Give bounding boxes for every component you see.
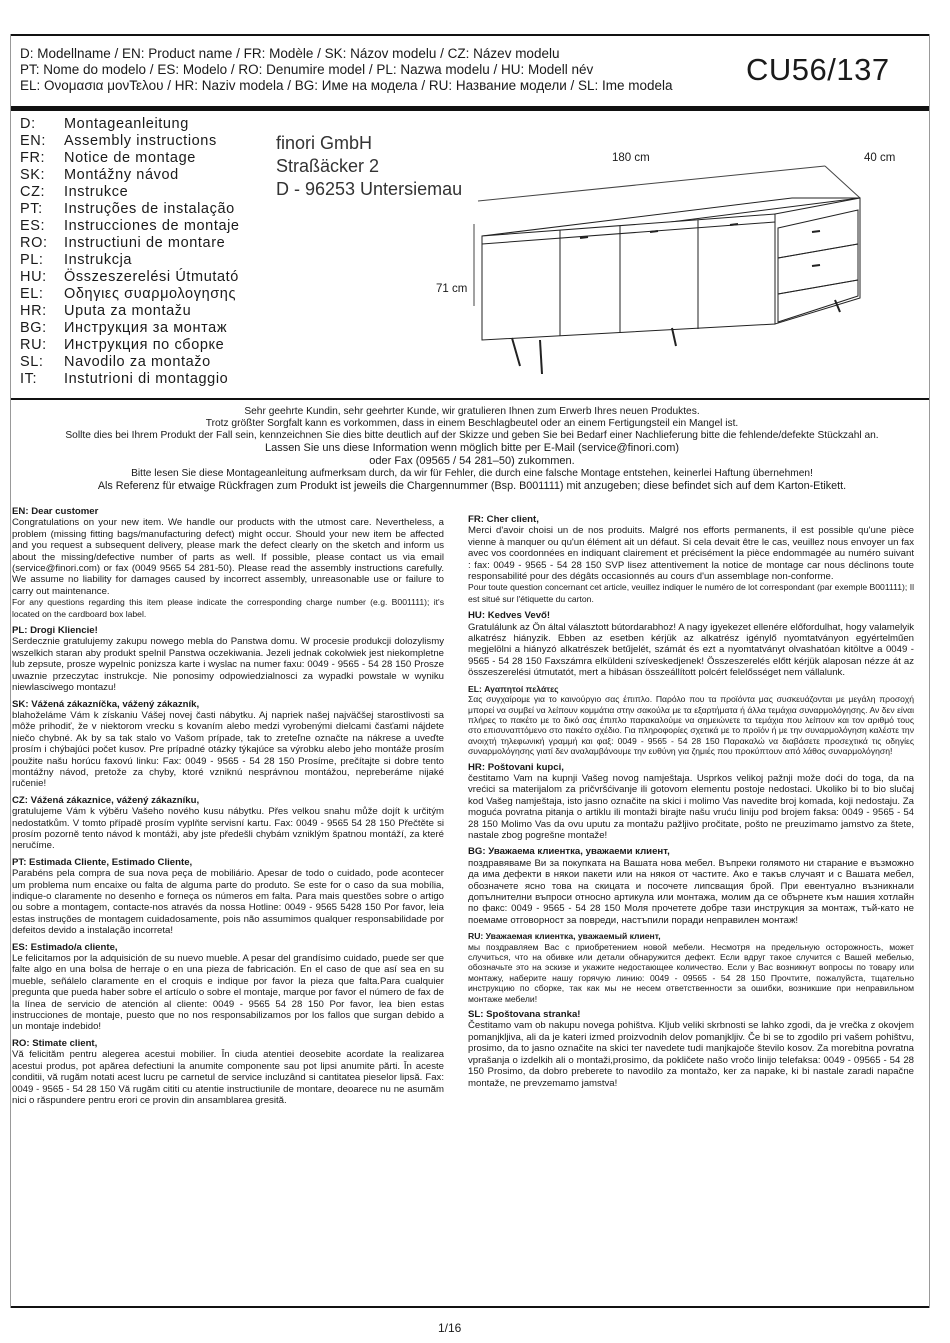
instruction-language-row — [20, 184, 128, 201]
header-line: PT: Nome do modelo / ES: Modelo / RO: Denumire model / PL: Nazwa modelu / HU: Modell név — [20, 62, 594, 77]
instruction-language-row — [20, 218, 240, 235]
instruction-title: Instruções de instalação — [64, 201, 235, 217]
intro-line: Bitte lesen Sie diese Montageanleitung aufmerksam durch, da wir für Fehler, die durch eine falsche Montage entstehen, keinerlei Haftung übernehmen! — [131, 468, 813, 479]
language-code: PL: — [20, 252, 44, 268]
section-heading: SL: Spoštovana stranka! — [468, 1009, 581, 1021]
bottom-border — [10, 1306, 930, 1308]
instruction-language-row — [20, 320, 227, 337]
instruction-title: Инструкция по сборке — [64, 337, 225, 353]
header-divider — [10, 106, 930, 111]
customer-notice-section — [12, 857, 444, 937]
customer-notice-section — [468, 1009, 914, 1089]
instruction-language-row — [20, 167, 179, 184]
instruction-language-row — [20, 150, 196, 167]
section-heading: PL: Drogi Kliencie! — [12, 625, 98, 637]
instruction-language-row — [20, 133, 217, 150]
language-code: D: — [20, 116, 36, 132]
instruction-title: Инструкция за монтаж — [64, 320, 228, 336]
language-code: RO: — [20, 235, 48, 251]
instruction-language-row — [20, 116, 189, 133]
customer-notice-section — [468, 684, 914, 757]
intro-line: Lassen Sie uns diese Information wenn möglich bitte per E-Mail (service@finori.com) — [264, 442, 680, 454]
language-code: FR: — [20, 150, 46, 166]
section-body: čestitamo Vam na kupnji Vašeg novog namještaja. Usprkos velikoj pažnji može doći do toga, da na vrećici sa materijalom za pričvršćivanje ili gotovom elementu postoje nedostaci. Ukoliko bi to bio slučaj kod Vašeg namještaja, isto jasno označite na skici i molimo Vas navedite broj komada, koji nedostaju. Za moguća povratna pitanja o artiklu ili montaži birajte našu vruću liniju pod brojem faksa: 0049 - 9565 - 54 28 150 Molimo Vas da ovu uputu za montažu pažljivo pročitate, pošto ne preuzimamo jamstvo za štete, nastale zbog pogrešne montaže! — [468, 772, 914, 841]
section-heading: ES: Estimado/a cliente, — [12, 941, 118, 953]
instruction-language-row — [20, 354, 211, 371]
section-heading: RU: Уважаемая клиентка, уважаемый клиент, — [468, 931, 661, 942]
customer-notice-section — [12, 625, 444, 693]
model-number: CU56/137 — [746, 52, 890, 87]
intro-line: oder Fax (09565 / 54 281–50) zukommen. — [369, 455, 575, 467]
company-street: Straßäcker 2 — [276, 156, 380, 176]
section-heading: EL: Αγαπητοί πελάτες — [468, 683, 559, 694]
section-body: Merci d'avoir choisi un de nos produits. Malgré nos efforts permanents, il est possible qu'une pièce vienne à manquer ou qu'un élément ait un défaut. Si cela devait être le cas, veuillez nous envoyer un fax avec vos coordonnées en indiquant clairement et précisément la pièce endommagée au numéro suivant : fax: 0049 - 9565 - 54 28 150 SVP lisez attentivement la notice de montage car nous déclinons toute responsabilité pour des dégâts occasionnés au cours d'un assemblage non-conforme. — [468, 525, 914, 583]
customer-notice-section — [468, 514, 914, 605]
language-code: RU: — [20, 337, 47, 353]
language-code: BG: — [20, 320, 47, 336]
instruction-title: Notice de montage — [64, 150, 196, 166]
customer-notice-section — [12, 1038, 444, 1106]
language-code: CZ: — [20, 184, 46, 200]
instruction-language-row — [20, 269, 239, 286]
instruction-language-row — [20, 303, 191, 320]
instruction-language-row — [20, 337, 224, 354]
instruction-title: Montážny návod — [64, 167, 179, 183]
header-line: D: Modellname / EN: Product name / FR: Modèle / SK: Názov modelu / CZ: Název modelu — [20, 46, 560, 61]
language-code: EN: — [20, 133, 46, 149]
section-heading: BG: Уважаема клиентка, уважаеми клиент, — [468, 846, 670, 858]
language-code: SL: — [20, 354, 44, 370]
customer-notice-section — [12, 506, 444, 620]
instruction-title: Összeszerelési Útmutató — [64, 269, 239, 285]
right-border — [929, 34, 930, 1308]
instruction-language-row — [20, 252, 132, 269]
section-body: мы поздравляем Вас с приобретением новой мебели. Несмотря на предельную осторожность, может случиться, что на обивке или детали обнаружится дефект. Если вдруг такое случится с Вашей мебелью, обозначьте это на эскизе и укажите недостающее количество. Если у Вас возникнут вопросы по товару или монтажу, наберите нашу горячую линию: 0049 - 09565 - 54 28 150 Прочтите, пожалуйста, тщательно инструкцию по сборке, так как мы не несем ответственности за ошибки, возникшие при неправильном монтаже мебели! — [468, 941, 914, 1004]
sideboard-drawing — [440, 128, 910, 378]
section-body: Parabéns pela compra de sua nova peça de mobiliário. Apesar de todo o cuidado, pode acontecer um problema num encaixe ou falta de alguma parte do produto. Se este for o caso da sua mobília, indique-o claramente no desenho e forneça os números em falta. Para mais questões sobre o artigo ou sobre a montagem, contacte-nos através da nossa Hotline: 0049 - 9565 5428 150 Por favor, leia estas instruções de montagem cuidadosamente, pois não assumimos qualquer responsabilidade por defeitos devido a instalação incorreta! — [12, 868, 444, 937]
intro-line: Sollte dies bei Ihrem Produkt der Fall sein, kennzeichnen Sie dies bitte deutlich auf der Skizze und geben Sie bei Bedarf einer Nachlieferung bitte die fehlende/defekte Stückzahl an. — [65, 430, 879, 441]
section-body: Gratulálunk az Ön által választott bútordarabhoz! A nagy igyekezet ellenére előfordulhat, hogy valamelyik alkatrész hiányzik. Ebben az esetben kérjük az alkatrész igénylő nyomtatványon egyértelműen megjelölni a hiányzó alkatrészek betűjelét, számát és ezt a nyomtatványt olvashatóan kitöltve a 0049 - 9565 - 54 28 150 Faxszámra elküldeni szíveskedjenek! Összeszerelés előtt kérjük alaposan nézze át az összeszerelési útmutatót, mert a hibásan összeállított polcért felelősséget nem vállalunk. — [468, 621, 914, 679]
section-note: For any questions regarding this item please indicate the corresponding charge number (e.g. B001111); it's located on the cardboard box label. — [12, 597, 444, 619]
section-body: Le felicitamos por la adquisición de su nuevo mueble. A pesar del grandísimo cuidado, puede ser que falte algo en una bolsa de herraje o en una pieza de fabricación. En el caso de que así sea en su mueble, señálelo claramente en el croquis e indique por favor la pieza que falta.Para cualquier pregunta que pueda haber sobre el artículo o sobre el montaje, marque por favor el número de fax de la línea de servicio de atención al cliente: 0049 - 9565 54 28 150 Por favor, lea bien estas instrucciones de montaje, puesto que no nos responsabilizamos por los fallos que surgan debido a un montaje indebido! — [12, 953, 444, 1033]
instruction-language-row — [20, 235, 225, 252]
intro-line: Als Referenz für etwaige Rückfragen zum Produkt ist jeweils die Chargennummer (Bsp. B001111) mit anzugeben; diese befindet sich auf dem Karton-Etikett. — [97, 480, 847, 492]
section-body: Congratulations on your new item. We handle our products with the utmost care. Nevertheless, a problem (missing fitting bags/manufacturing defect) might occur. Should your new item be affected and you request a subsequent delivery, please mark the defect clearly on the sketch and inform us about the missing/defective number of parts as well. If possible, please contact us via email (service@finori.com) or fax (0049 9565 54 281-50). Please read the assembly instructions carefully. We assume no liability for damages caused by incorrect assembly, unreasonable use or failure to carry out maintenance. — [12, 517, 444, 597]
customer-notice-section — [468, 931, 914, 1004]
customer-notice-section — [12, 699, 444, 790]
section-body: gratulujeme Vám k výběru Vašeho nového kusu nábytku. Přes velkou snahu může dojít k určitým nedostatkům. V tomto případě prosím vyplňte servisní kartu. Fax: 0049 - 9565 54 28 150 Přečtěte si prosím pozorně tento návod k montáži, aby jste předešli chybám vzniklým špatnou montáží, za které neručíme. — [12, 806, 444, 852]
section-body: Čestitamo vam ob nakupu novega pohištva. Kljub veliki skrbnosti se lahko zgodi, da je vrečka z okovjem pomanjkljiva, ali da je kateri izmed proizvodnih delov pomanjkljiv. Če bi se to zgodilo pri vašem pohištvu, prosimo, da to jasno označite na skici ter navedete tudi manjkajoče število kosov. Za morebitna povratna vprašanja o izdelkih ali o montaži,prosimo, da pokličete našo vročo linijo telefaksa: 0049 - 09565 - 54 28 150 Prosimo, da dobro preberete to navodilo za montažo, ker za napake, ki bi nastale zaradi napačne montaže, ne prevzemamo jamstva! — [468, 1020, 914, 1089]
customer-notice-section — [468, 762, 914, 842]
instruction-title: Montageanleitung — [64, 116, 189, 132]
model-name-labels — [20, 46, 673, 94]
right-column — [468, 514, 914, 1094]
instruction-title: Instructiuni de montare — [64, 235, 226, 251]
dimension-width: 180 cm — [612, 152, 650, 164]
instruction-title: Instrukcja — [64, 252, 133, 268]
section-note: Pour toute question concernant cet article, veuillez indiquer le numéro de lot correspondant (par exemple B001111); Il est situé sur l'étiquette du carton. — [468, 582, 914, 604]
language-code: IT: — [20, 371, 38, 387]
section-body: Σας συγχαίρομε για το καινούργιο σας έπιπλο. Παρόλο που τα προϊόντα μας συσκευάζονται με μεγάλη προσοχή μπορεί να συμβεί να λείπουν κομμάτια στην σακούλα με τα εξαρτήματα ή άλλα τεμάχια συναρμολόγησης. Αν δεν είναι πλήρες το πακέτο με το δικό σας έπιπλο παρακαλούμε να σημειώνετε τα τεμάχια που λείπουν και τον αριθμό τους στο επισυναπτόμενο στο πακέτο σχέδιο. Για πληροφορίες σχετικά με το προϊόν ή με την συναρμολόγηση καλέστε την ανοιχτή τηλεφωνική γραμμή και φαξ: 0049 - 9565 - 54 28 150 Παρακαλώ να διαβάσετε προσεχτικά τις οδηγίες συναρμολόγησης γιατί δεν αναλαμβάνουμε την ευθύνη για ζημιές που προκύπτουν από λάθος συναρμολόγηση! — [468, 694, 914, 757]
section-body: blahoželáme Vám k získaniu Vášej novej časti nábytku. Aj napriek našej najväčšej starostlivosti sa môže prihodiť, že v niektorom vrecku s kovaním alebo medzi vyrobenými dielcami časťami nájdete niečo chybné. Ak by sa tak stalo vo Vašom prípade, tak to zreteľne označte na nákrese a uveďte prosím i chýbajúci počet kusov. Pre prípadné otázky týkajúce sa výrobku alebo jeho montáže prosím použite našu horúcu faxovú linku: Fax: 0049 - 9565 - 54 28 150 Prosíme, prečítajte si dobre tento montážny návod, pretože za chyby, ktoré vzniknú nesprávnou montážou, nepreberáme nijaké ručenie! — [12, 709, 444, 790]
language-code: ES: — [20, 218, 46, 234]
section-heading: PT: Estimada Cliente, Estimado Cliente, — [12, 856, 193, 868]
dimension-height: 71 cm — [436, 283, 468, 295]
left-column — [12, 506, 444, 1111]
customer-notice-section — [468, 846, 914, 926]
instruction-language-row — [20, 201, 235, 218]
intro-line: Sehr geehrte Kundin, sehr geehrter Kunde, wir gratulieren Ihnen zum Erwerb Ihres neuen Produktes. — [244, 406, 700, 417]
section-body: Serdecznie gratulujemy zakupu nowego mebla do Panstwa domu. W procesie produkcji dolozylismy wszelkich staran aby produkt spelnil Panstwa oczekiwania. Jezeli jednak cokolwiek jest niekompletne lub zepsute, prosze wypelnic ponizsza karte i wyslac na numer faxu: 0049 - 9565 - 54 28 150 Prosze uwaznie przeczytac instrukcje. Nie ponosimy odpowiedzialnosci za wypadki powstale w wyniku niewlasciwego montazu! — [12, 636, 444, 694]
customer-notice-section — [468, 610, 914, 678]
instruction-language-row — [20, 286, 236, 303]
top-border — [10, 34, 930, 36]
language-code: HU: — [20, 269, 47, 285]
language-code: PT: — [20, 201, 43, 217]
company-city: D - 96253 Untersiemau — [276, 179, 463, 199]
left-border — [10, 34, 11, 1308]
instruction-title: Assembly instructions — [64, 133, 217, 149]
intro-german — [14, 406, 930, 493]
customer-notice-section — [12, 795, 444, 852]
instruction-title: Navodilo za montažo — [64, 354, 211, 370]
language-code: EL: — [20, 286, 44, 302]
section-heading: HU: Kedves Vevő! — [468, 610, 551, 622]
company-name: finori GmbH — [276, 133, 373, 153]
page-number: 1/16 — [438, 1321, 462, 1335]
company-address — [276, 132, 462, 201]
instruction-title: Οδηγιες συαρμολογησης — [64, 286, 237, 302]
instruction-title: Instrucciones de montaje — [64, 218, 240, 234]
section-body: Vă felicităm pentru alegerea acestui mobilier. În ciuda atentiei deosebite acordate la realizarea acestui produs, pot apărea defectiuni la anumite componente sau pot lipsi anumite părti. În aceste conditii, vă rugăm notati acest lucru pe carnetul de service incluzând si cantitatea pieselor lipsă. Fax: 0049 - 9565 - 54 28 150 Vă rugăm cititi cu atentie instructiunile de montare, deoarece nu ne asumăm nici o răspundere pentru erori ce provin din ansamblarea gresită. — [12, 1049, 444, 1106]
section-heading: CZ: Vážená zákaznice, vážený zákazníku, — [12, 794, 200, 806]
language-code: HR: — [20, 303, 47, 319]
instruction-title: Uputa za montažu — [64, 303, 192, 319]
section-heading: HR: Poštovani kupci, — [468, 761, 564, 773]
instruction-language-row — [20, 371, 228, 388]
section-heading: RO: Stimate client, — [12, 1037, 98, 1049]
intro-line: Trotz größter Sorgfalt kann es vorkommen, dass in einem Beschlagbeutel oder an einem Fertigungsteil ein Mangel ist. — [205, 418, 739, 429]
section-heading: EN: Dear customer — [12, 506, 99, 517]
dimension-depth: 40 cm — [864, 152, 896, 164]
customer-notice-section — [12, 942, 444, 1033]
section-heading: SK: Vážená zákazníčka, vážený zákazník, — [12, 698, 200, 710]
header-line: EL: Ονομασια μονΤελου / HR: Naziv modela / BG: Име на модела / RU: Название модели / SL: Ime modela — [20, 78, 673, 93]
instruction-title: Instutrioni di montaggio — [64, 371, 229, 387]
instruction-title: Instrukce — [64, 184, 129, 200]
intro-divider — [10, 398, 930, 400]
section-heading: FR: Cher client, — [468, 514, 539, 525]
section-body: поздравяваме Ви за покупката на Вашата нова мебел. Въпреки голямото ни старание е възможно да има дефекти в някои пакети или на някоя от частите. Ако е такъв случаят и с Вашата мебел, обозначете ясно това на скицата и посочете липсващия брой. При евентуално възникнали допълнителни въпроси относно артикула или монтажа, молим да се обърнете към нашия хотлайн по факс: 0049 - 9565 - 54 28 150 Моля прочетете добре тази инструкция за монтаж, тъй-като не поемаме отговорност за повреди, настъпили поради неправилен монтаж! — [468, 857, 914, 926]
language-code: SK: — [20, 167, 46, 183]
